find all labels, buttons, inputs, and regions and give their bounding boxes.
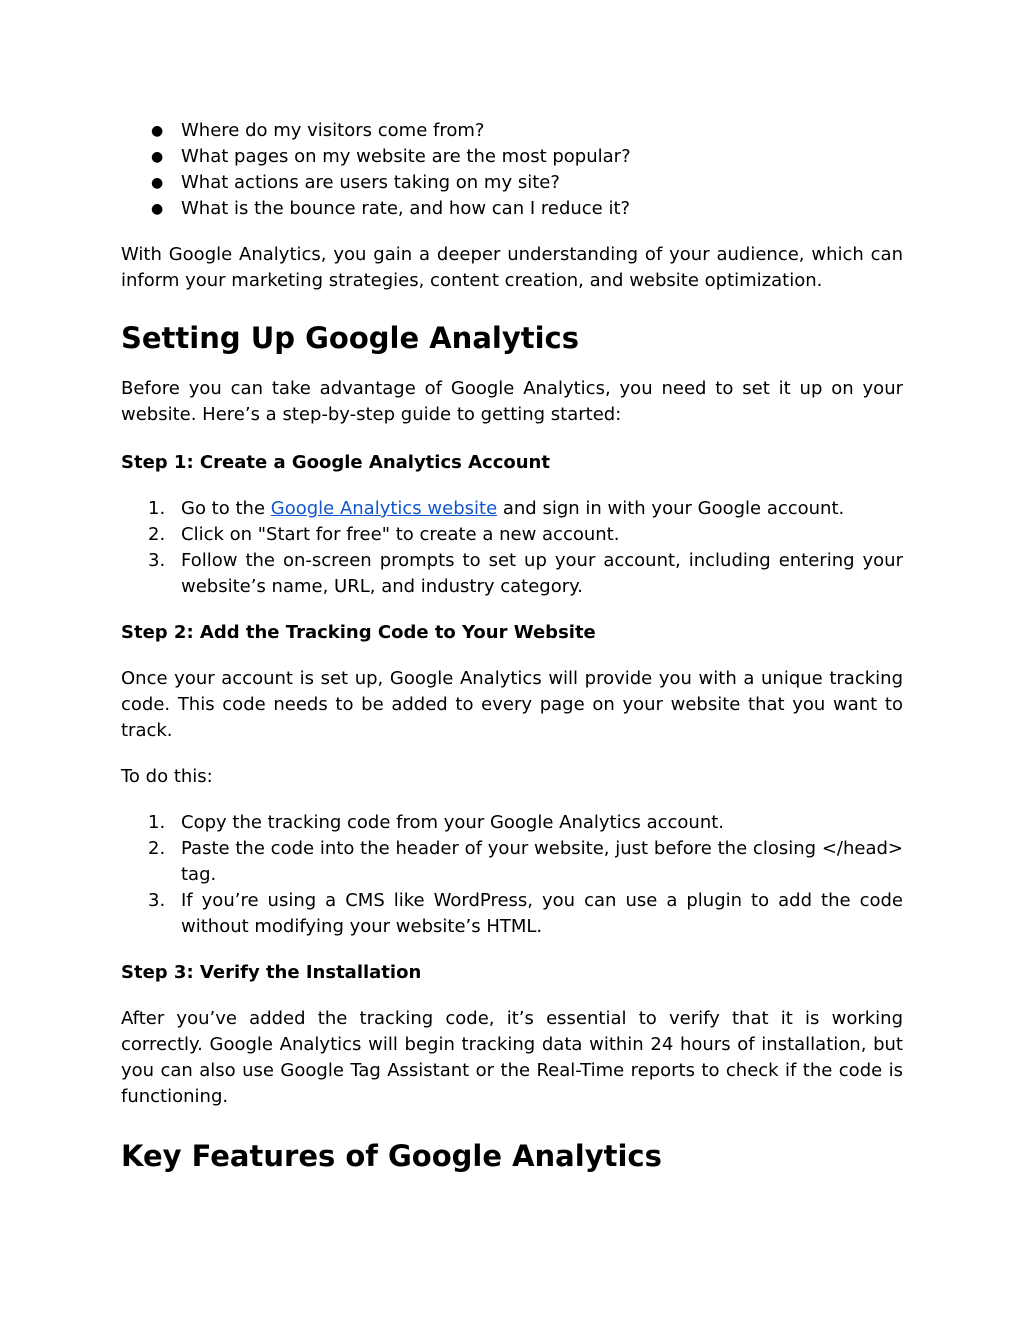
question-list bbox=[121, 118, 903, 222]
list-item-text: Follow the on-screen prompts to set up your account, including entering your website’s name, URL, and industry category. bbox=[181, 550, 903, 597]
list-item bbox=[121, 810, 903, 836]
list-item bbox=[121, 836, 903, 888]
list-item bbox=[121, 888, 903, 940]
list-item-text: If you’re using a CMS like WordPress, you can use a plugin to add the code without modifying your website’s HTML. bbox=[181, 890, 903, 937]
list-item-text: What actions are users taking on my site? bbox=[181, 172, 560, 193]
list-item-text: Where do my visitors come from? bbox=[181, 120, 485, 141]
bullet-marker: ● bbox=[151, 149, 164, 165]
list-item bbox=[121, 144, 903, 170]
list-item bbox=[121, 196, 903, 222]
list-item bbox=[121, 118, 903, 144]
step1-list bbox=[121, 496, 903, 600]
list-number: 1. bbox=[148, 812, 166, 833]
bullet-marker: ● bbox=[151, 201, 164, 217]
list-item bbox=[121, 170, 903, 196]
step3-paragraph: After you’ve added the tracking code, it’s essential to verify that it is working correctly. Google Analytics will begin tracking data within 24 hours of installation, but you can also use Google Tag Assistant or the Real-Time reports to check if the code is functioning. bbox=[121, 1008, 903, 1107]
list-item-text: Copy the tracking code from your Google Analytics account. bbox=[181, 812, 725, 833]
step2-heading: Step 2: Add the Tracking Code to Your Website bbox=[121, 622, 596, 643]
section-heading-features: Key Features of Google Analytics bbox=[121, 1139, 662, 1173]
list-item bbox=[121, 496, 903, 522]
step2-list bbox=[121, 810, 903, 940]
list-item-text: Click on "Start for free" to create a new account. bbox=[181, 524, 620, 545]
list-number: 1. bbox=[148, 498, 166, 519]
list-item-text: and sign in with your Google account. bbox=[497, 498, 845, 519]
google-analytics-website-link[interactable]: Google Analytics website bbox=[270, 498, 498, 519]
list-number: 2. bbox=[148, 838, 166, 859]
list-item bbox=[121, 548, 903, 600]
list-number: 3. bbox=[148, 890, 166, 911]
bullet-marker: ● bbox=[151, 123, 164, 139]
list-number: 2. bbox=[148, 524, 166, 545]
list-item-text: What pages on my website are the most popular? bbox=[181, 146, 631, 167]
section-heading-setup: Setting Up Google Analytics bbox=[121, 321, 579, 355]
list-number: 3. bbox=[148, 550, 166, 571]
step2-paragraph: Once your account is set up, Google Analytics will provide you with a unique tracking code. This code needs to be added to every page on your website that you want to track. bbox=[121, 668, 903, 741]
list-item-text: What is the bounce rate, and how can I reduce it? bbox=[181, 198, 631, 219]
page-content bbox=[121, 118, 903, 1174]
setup-intro-paragraph: Before you can take advantage of Google Analytics, you need to set it up on your website. Here’s a step-by-step guide to getting started: bbox=[121, 378, 903, 425]
list-item-text: Paste the code into the header of your website, just before the closing </head> tag. bbox=[181, 838, 903, 885]
intro-paragraph: With Google Analytics, you gain a deeper understanding of your audience, which can inform your marketing strategies, content creation, and website optimization. bbox=[121, 244, 903, 291]
step3-heading: Step 3: Verify the Installation bbox=[121, 962, 422, 983]
list-item-text: Go to the bbox=[181, 498, 271, 519]
bullet-marker: ● bbox=[151, 175, 164, 191]
to-do-label: To do this: bbox=[121, 766, 213, 787]
step1-heading: Step 1: Create a Google Analytics Account bbox=[121, 452, 550, 473]
list-item bbox=[121, 522, 903, 548]
